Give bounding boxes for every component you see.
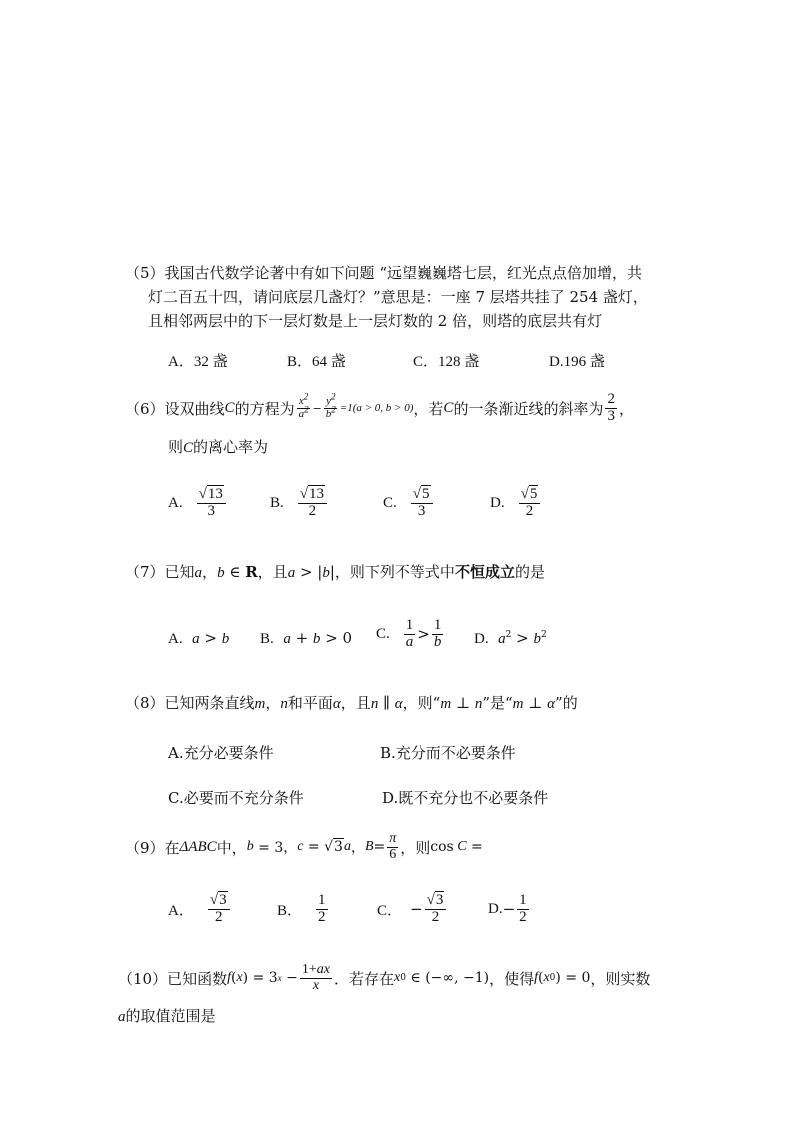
q9-option-b: B． $\frac{1}{2}$ <box>277 892 326 925</box>
q6-option-c: C. $\frac{√5}{3}$ <box>383 487 435 520</box>
q5-line3: 且相邻两层中的下一层灯数是上一层灯数的 2 倍，则塔的底层共有灯 <box>148 312 603 330</box>
q6-mid1: 的方程为 <box>234 399 295 418</box>
q9-option-a: A． $\frac{√3}{2}$ <box>168 893 232 926</box>
q7-stem: （7）已知a，b ∈ R，且a > |b|，则下列不等式中不恒成立的是 <box>125 563 545 581</box>
q8-option-a: A.充分必要条件 <box>168 744 274 762</box>
q6-frac-2-3: $\frac{2}{3}$ <box>607 391 615 424</box>
q8-option-c: C.必要而不充分条件 <box>168 789 304 807</box>
q5-line1: （5）我国古代数学论著中有如下问题 “远望巍巍塔七层，红光点点倍加增，共 <box>125 264 642 282</box>
q5-option-a: A．32 盏 <box>168 354 228 370</box>
q8-option-d: D.既不充分也不必要条件 <box>382 789 549 807</box>
q5-option-b: B．64 盏 <box>287 354 346 370</box>
q6-frac-y2-b2: $\frac{y^2}{b^2}$ <box>325 391 336 420</box>
q7-option-d: D. $a^2 > b^2$ <box>474 629 547 647</box>
q6-frac-x2-a2: $\frac{x^2}{a^2}$ <box>298 391 309 420</box>
q5-option-c: C．128 盏 <box>413 354 480 370</box>
q5-option-d: D.196 盏 <box>549 354 605 370</box>
q6-stem-line1: （6）设双曲线 C 的方程为 $\frac{x^2}{a^2}$ − $\frac{y^2}{b^2}$ =1(a > 0, b > 0) ，若 C 的一条渐近线的斜率为 $\frac{2}{3}$ ， <box>125 391 634 424</box>
q5-line2: 灯二百五十四，请问底层几盏灯？”意思是：一座 7 层塔共挂了 254 盏灯， <box>148 288 648 306</box>
q6-mid2: ，若 <box>413 399 444 418</box>
q7-option-c: C. $\frac{1}{a}$ > $\frac{1}{b}$ <box>376 617 442 650</box>
q9-stem: （9）在 ΔABC 中， b = 3， c = √3 a ， B = $\frac{\pi}{6}$ ，则 cos C = <box>125 831 483 862</box>
q10-stem-line2: a的取值范围是 <box>118 1007 216 1025</box>
q6-mid3: 的一条渐近线的斜率为 <box>453 399 604 418</box>
q8-option-b: B.充分而不必要条件 <box>380 744 516 762</box>
q8-stem: （8）已知两条直线m，n和平面α，且n ∥ α，则“m ⊥ n”是“m ⊥ α”的 <box>125 694 578 712</box>
q7-option-b: B. a + b > 0 <box>260 629 353 647</box>
q6-var-c2: C <box>443 399 454 416</box>
q10-stem-line1: （10）已知函数 f ( x ) = 3 x − $\frac{1+ax}{x}$ ．若存在 x 0 ∈ (−∞, −1) ，使得 f ( x 0 ) = 0 ，则实数 <box>118 962 651 993</box>
q6-option-d: D. $\frac{√5}{2}$ <box>490 487 542 520</box>
q9-option-d: D. − $\frac{1}{2}$ <box>488 892 527 925</box>
q6-condition: =1(a > 0, b > 0) <box>339 402 414 415</box>
q6-var-c: C <box>224 399 235 416</box>
q6-stem-line2: 则C的离心率为 <box>168 438 269 456</box>
q7-emphasis: 不恒成立 <box>454 563 515 581</box>
q9-option-c: C． − $\frac{√3}{2}$ <box>377 893 448 926</box>
q7-option-a: A. a > b <box>168 629 230 647</box>
q6-option-b: B. $\frac{√13}{2}$ <box>270 487 329 520</box>
q6-prefix: （6）设双曲线 <box>125 399 225 418</box>
q6-option-a: A. $\frac{√13}{3}$ <box>168 487 228 520</box>
